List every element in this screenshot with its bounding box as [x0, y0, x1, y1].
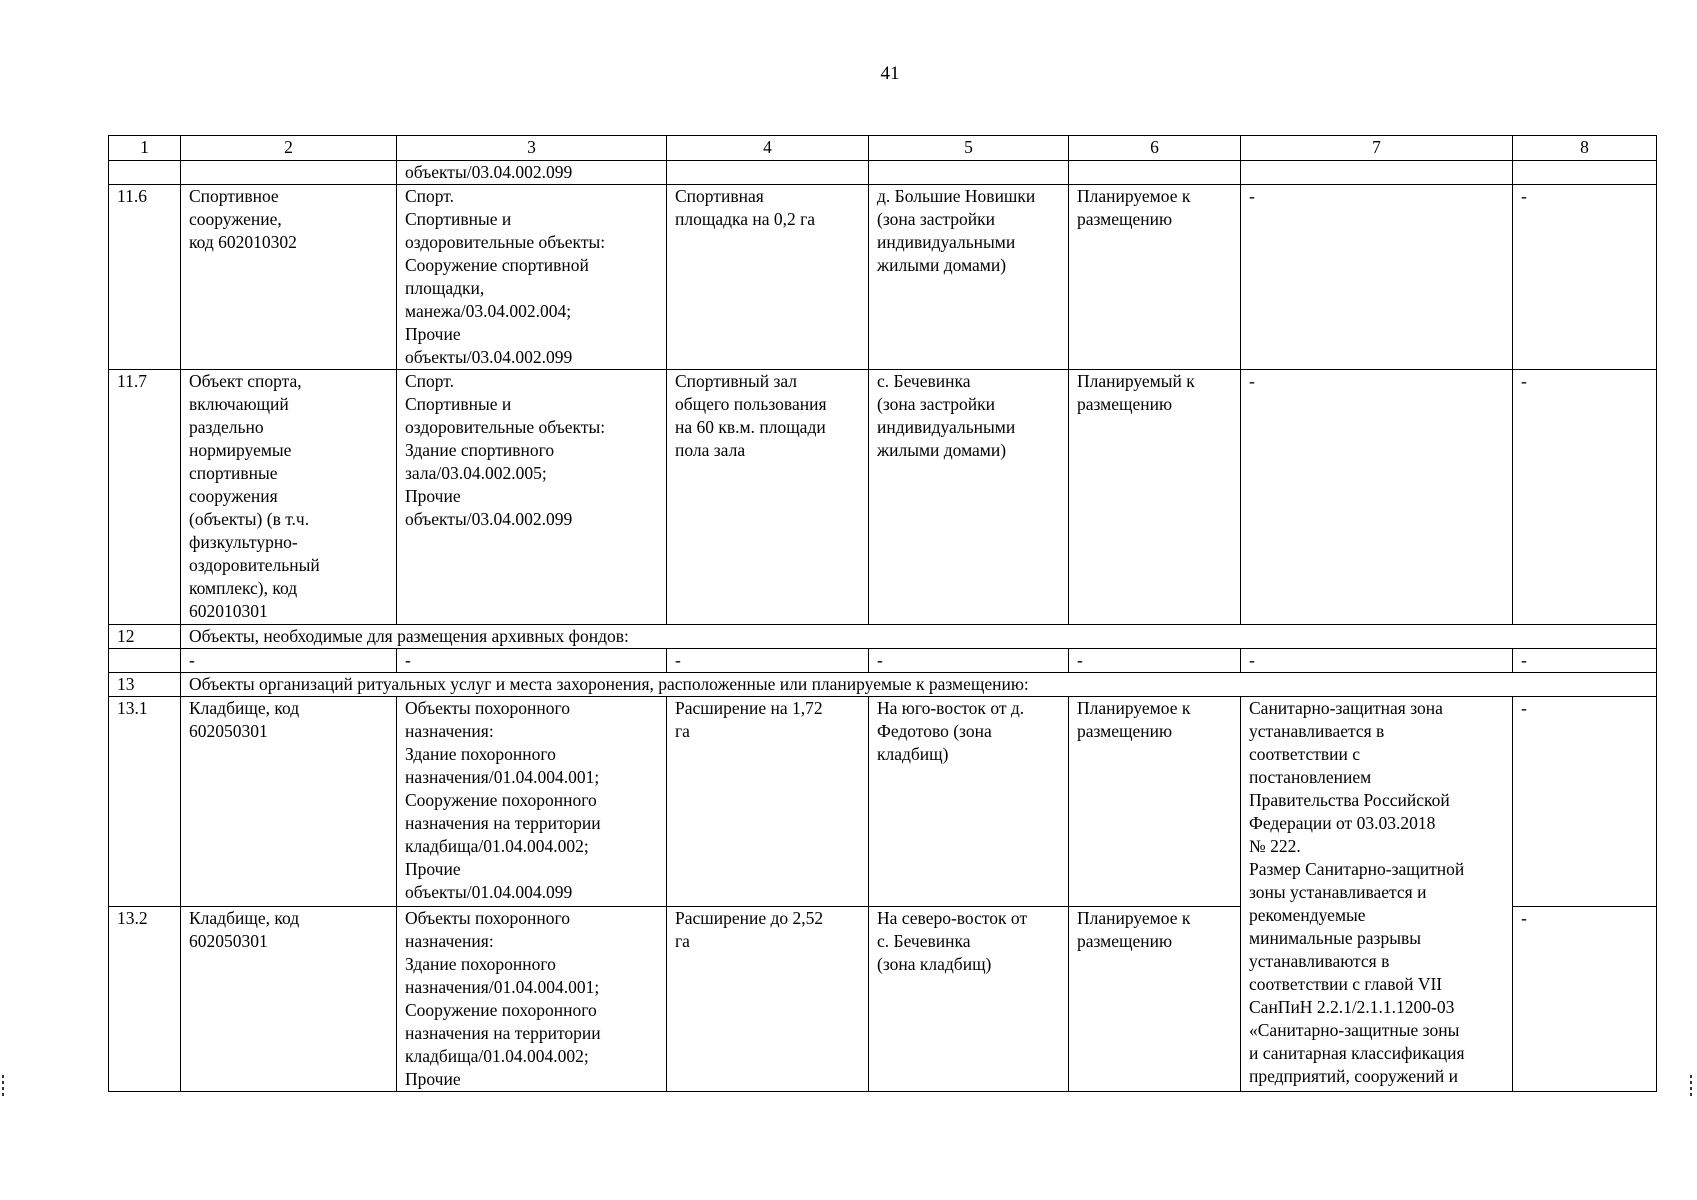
table-cell: - [1241, 649, 1513, 673]
table-cell: - [1513, 649, 1657, 673]
object-col8: - [1513, 907, 1657, 1092]
table-row [109, 185, 1657, 370]
objects-table [108, 135, 1657, 1092]
table-cell: - [1069, 649, 1241, 673]
section-number: 13 [109, 673, 181, 697]
object-status: Планируемое к размещению [1069, 185, 1241, 370]
header-cell-6: 6 [1069, 136, 1241, 161]
table-cell: - [397, 649, 667, 673]
object-location: На северо-восток от с. Бечевинка (зона кладбищ) [869, 907, 1069, 1092]
section-title: Объекты, необходимые для размещения архивных фондов: [181, 625, 1657, 649]
row-number: 13.2 [109, 907, 181, 1092]
object-status: Планируемое к размещению [1069, 697, 1241, 907]
header-cell-8: 8 [1513, 136, 1657, 161]
object-zones: - [1241, 185, 1513, 370]
header-cell-3: 3 [397, 136, 667, 161]
continuation-row [109, 161, 1657, 185]
object-name: Кладбище, код 602050301 [181, 697, 397, 907]
object-characteristics: Спортивная площадка на 0,2 га [667, 185, 869, 370]
scan-edge-mark-right [1690, 1075, 1692, 1099]
object-location: На юго-восток от д. Федотово (зона кладбищ) [869, 697, 1069, 907]
table-row [109, 370, 1657, 625]
row-number: 13.1 [109, 697, 181, 907]
header-cell-4: 4 [667, 136, 869, 161]
table-cell [109, 161, 181, 185]
section-row [109, 625, 1657, 649]
table-cell: - [667, 649, 869, 673]
object-purpose: Объекты похоронного назначения: Здание похоронного назначения/01.04.004.001; Сооружение похоронного назначения на территории кладбища/01.04.004.002; Прочие [397, 907, 667, 1092]
object-status: Планируемый к размещению [1069, 370, 1241, 625]
section-row [109, 673, 1657, 697]
section-title: Объекты организаций ритуальных услуг и места захоронения, расположенные или планируемые к размещению: [181, 673, 1657, 697]
object-location: д. Большие Новишки (зона застройки индивидуальными жилыми домами) [869, 185, 1069, 370]
row-number: 11.6 [109, 185, 181, 370]
sanitary-zone-text: Санитарно-защитная зона устанавливается в соответствии с постановлением Правительства Российской Федерации от 03.03.2018 № 222. Размер Санитарно-защитной зоны устанавливается и рекомендуемые минимальные разрывы устанавливаются в соответствии с главой VII СанПиН 2.2.1/2.1.1.1200-03 «Санитарно-защитные зоны и санитарная классификация предприятий, сооружений и [1241, 697, 1513, 1092]
table-cell [109, 649, 181, 673]
table-cell [181, 161, 397, 185]
object-purpose: Спорт. Спортивные и оздоровительные объекты: Здание спортивного зала/03.04.002.005; Прочие объекты/03.04.002.099 [397, 370, 667, 625]
table-cell: - [181, 649, 397, 673]
object-characteristics: Расширение на 1,72 га [667, 697, 869, 907]
object-characteristics: Расширение до 2,52 га [667, 907, 869, 1092]
table-cell: - [869, 649, 1069, 673]
object-location: с. Бечевинка (зона застройки индивидуальными жилыми домами) [869, 370, 1069, 625]
table-cell [1069, 161, 1241, 185]
object-purpose: Спорт. Спортивные и оздоровительные объекты: Сооружение спортивной площадки, манежа/03.04.002.004; Прочие объекты/03.04.002.099 [397, 185, 667, 370]
header-cell-2: 2 [181, 136, 397, 161]
table-row [109, 697, 1657, 907]
header-cell-7: 7 [1241, 136, 1513, 161]
object-col8: - [1513, 697, 1657, 907]
header-cell-1: 1 [109, 136, 181, 161]
header-cell-5: 5 [869, 136, 1069, 161]
table-cell [667, 161, 869, 185]
header-row [109, 136, 1657, 161]
object-name: Кладбище, код 602050301 [181, 907, 397, 1092]
table-cell [1241, 161, 1513, 185]
object-status: Планируемое к размещению [1069, 907, 1241, 1092]
scan-edge-mark-left [2, 1075, 4, 1099]
object-name: Спортивное сооружение, код 602010302 [181, 185, 397, 370]
object-characteristics: Спортивный зал общего пользования на 60 кв.м. площади пола зала [667, 370, 869, 625]
table-cell [869, 161, 1069, 185]
dash-row [109, 649, 1657, 673]
object-col8: - [1513, 185, 1657, 370]
object-zones: - [1241, 370, 1513, 625]
object-name: Объект спорта, включающий раздельно нормируемые спортивные сооружения (объекты) (в т.ч. физкультурно- оздоровительный комплекс), код 602010301 [181, 370, 397, 625]
row-number: 11.7 [109, 370, 181, 625]
table-cell [1513, 161, 1657, 185]
table-cell: объекты/03.04.002.099 [397, 161, 667, 185]
section-number: 12 [109, 625, 181, 649]
object-purpose: Объекты похоронного назначения: Здание похоронного назначения/01.04.004.001; Сооружение похоронного назначения на территории кладбища/01.04.004.002; Прочие объекты/01.04.004.099 [397, 697, 667, 907]
object-col8: - [1513, 370, 1657, 625]
page-number: 41 [880, 63, 900, 84]
